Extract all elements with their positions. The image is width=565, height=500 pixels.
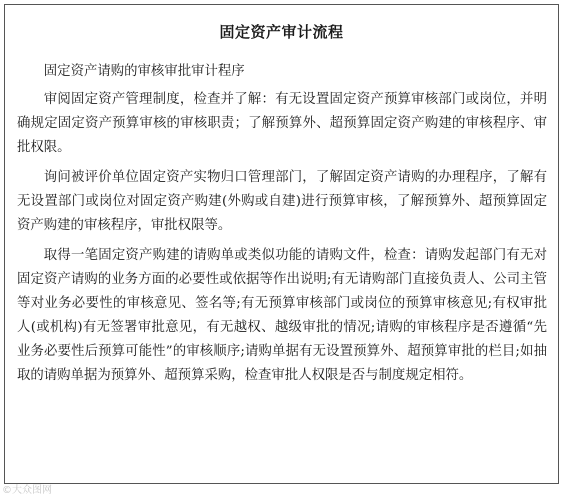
document-body: [17, 60, 547, 394]
paragraph-review-policy: 审阅固定资产管理制度，检查并了解：有无设置固定资产预算审核部门或岗位，并明确规定固定资产预算审核的审核职责；了解预算外、超预算固定资产购建的审核程序、审批权限。: [17, 92, 547, 155]
document-frame: [4, 4, 559, 484]
paragraph-inquiry: 询问被评价单位固定资产实物归口管理部门，了解固定资产请购的办理程序，了解有无设置部门或岗位对固定资产购建(外购或自建)进行预算审核，了解预算外、超预算固定资产购建的审核程序，审批权限等。: [17, 170, 547, 233]
document-title: 固定资产审计流程: [219, 23, 344, 41]
paragraph-inspection: 取得一笔固定资产购建的请购单或类似功能的请购文件，检查：请购发起部门有无对固定资产请购的业务方面的必要性或依据等作出说明;有无请购部门直接负责人、公司主管等对业务必要性的审核意见、签名等;有无预算审核部门或岗位的预算审核意见;有权审批人(或机构)有无签署审批意见，有无越权、越级审批的情况;请购的审核程序是否遵循“先业务必要性后预算可能性”的审核顺序;请购单据有无设置预算外、超预算审批的栏目;如抽取的请购单据为预算外、超预算采购，检查审批人权限是否与制度规定相符。: [17, 248, 547, 383]
section-heading: 固定资产请购的审核审批审计程序: [43, 64, 245, 79]
watermark-logo: ©大众图网: [2, 485, 52, 496]
